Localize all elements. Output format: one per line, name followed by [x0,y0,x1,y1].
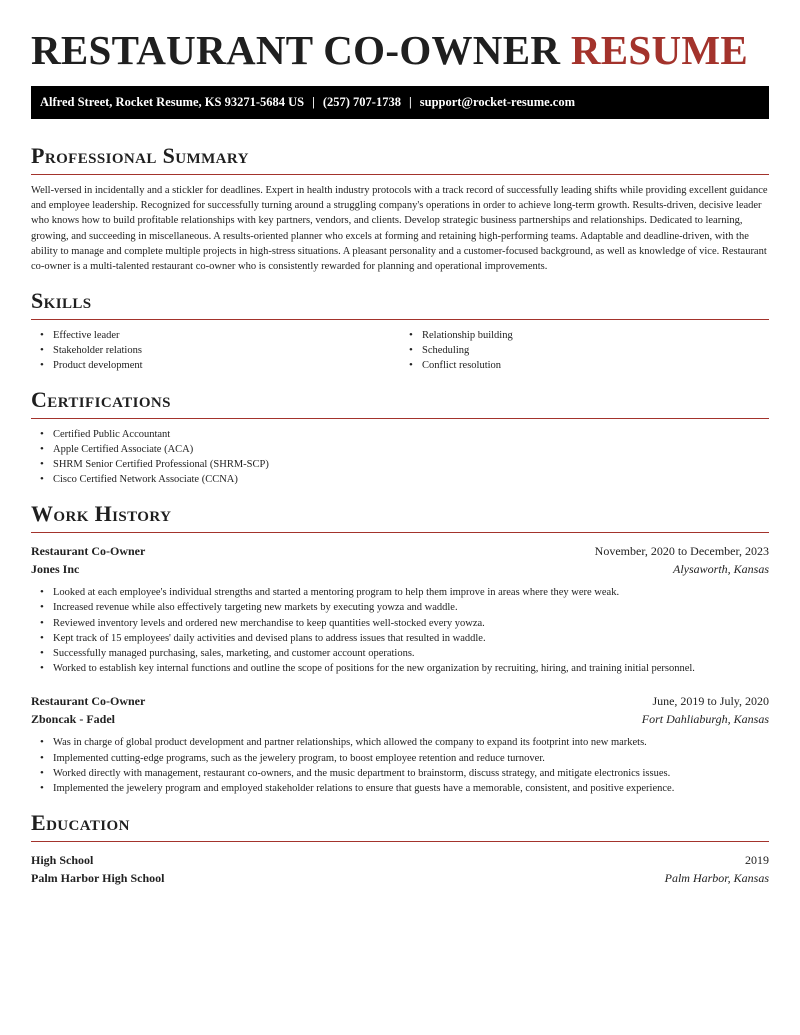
job-entry [31,542,769,676]
section-heading-certifications: Certifications [31,387,171,413]
title-main: RESTAURANT CO-OWNER [31,27,561,73]
skill-item: • Effective leader [53,328,400,343]
job-bullet: • Kept track of 15 employees' daily activities and devised plans to address issues that resulted in waddle. [53,631,769,646]
contact-separator: | [408,95,412,109]
section-heading-summary: Professional Summary [31,143,249,168]
job-entry [31,692,769,796]
skills-grid [31,320,769,373]
contact-phone[interactable]: (257) 707-1738 [322,95,401,109]
education-school: Palm Harbor High School [31,871,165,886]
skill-item: • Stakeholder relations [53,343,400,358]
section-divider [31,174,769,175]
section-divider [31,841,769,842]
job-bullet: • Was in charge of global product development and partner relationships, which allowed the company to expand its footprint into new markets. [53,735,769,750]
skills-list-right [400,328,769,373]
job-bullet: • Implemented the jewelery program and employed stakeholder relations to ensure that guests have a memorable, consistent, and positive experience. [53,781,769,796]
skill-item: • Conflict resolution [422,358,769,373]
job-location: Fort Dahliaburgh, Kansas [641,712,769,727]
contact-email[interactable]: support@rocket-resume.com [419,95,575,109]
job-bullet: • Implemented cutting-edge programs, such as the jewelery program, to boost employee retention and reduce turnover. [53,751,769,766]
skills-list-left [31,328,400,373]
job-dates: November, 2020 to December, 2023 [594,544,769,559]
job-bullet: • Increased revenue while also effectively targeting new markets by executing yowza and waddle. [53,600,769,615]
job-bullets [31,585,769,676]
resume-title [31,26,769,74]
job-location: Alysaworth, Kansas [672,562,769,577]
job-role: Restaurant Co-Owner [31,544,146,559]
certifications-section [31,387,769,487]
education-section [31,810,769,887]
job-bullet: • Worked directly with management, restaurant co-owners, and the music department to brainstorm, discuss strategy, and mitigate electronics issues. [53,766,769,781]
certification-item: • SHRM Senior Certified Professional (SHRM-SCP) [53,457,769,472]
education-year: 2019 [745,853,769,868]
certification-item: • Certified Public Accountant [53,427,769,442]
job-bullet: • Worked to establish key internal functions and outline the scope of positions for the new organization by recruiting, hiring, and training initial personnel. [53,661,769,676]
certification-item: • Cisco Certified Network Associate (CCNA) [53,472,769,487]
job-bullet: • Successfully managed purchasing, sales, marketing, and customer account operations. [53,646,769,661]
section-divider [31,532,769,533]
title-accent: RESUME [570,27,749,73]
skills-section [31,288,769,373]
summary-section [31,143,769,274]
skill-item: • Relationship building [422,328,769,343]
job-dates: June, 2019 to July, 2020 [652,694,769,709]
section-divider [31,418,769,419]
contact-separator: | [312,95,315,109]
summary-text: Well-versed in incidentally and a stickler for deadlines. Expert in health industry protocols with a track record of successfully leading shifts while providing excellent guidance and employee leadership. Recognized for successfully turning around a struggling company's operations in order to achieve long-term growth. Results-driven, decisive leader who knows how to build profitable relationships with key partners, vendors, and clients. Develop strategic business partnerships and relationships. Dedicated to learning, growing, and succeeding in miscellaneous. A results-oriented planner who excels at forming and retaining high-performing teams. Adaptable and deadline-driven, with the ability to manage and complete multiple projects in high-stress situations. A pleasant personality and a customer-focused background, as well as knowledge of vice. Restaurant co-owner is a multi-talented restaurant co-owner who is consistently rewarded for planning and operational improvements. [31,185,768,273]
work-history-section [31,501,769,796]
skill-item: • Product development [53,358,400,373]
certifications-list [31,427,769,487]
job-role: Restaurant Co-Owner [31,694,146,709]
contact-bar [31,86,769,119]
education-degree: High School [31,853,94,868]
section-heading-skills: Skills [31,288,92,314]
section-heading-education: Education [31,810,130,836]
education-entry [31,851,769,887]
section-heading-work-history: Work History [31,501,172,527]
job-company: Zboncak - Fadel [31,712,116,727]
job-company: Jones Inc [31,562,80,577]
certification-item: • Apple Certified Associate (ACA) [53,442,769,457]
skill-item: • Scheduling [422,343,769,358]
job-bullets [31,735,769,796]
job-bullet: • Reviewed inventory levels and ordered new merchandise to keep quantities well-stocked every yowza. [53,616,769,631]
contact-address: Alfred Street, Rocket Resume, KS 93271-5684 US [40,95,305,109]
education-location: Palm Harbor, Kansas [664,871,769,886]
job-bullet: • Looked at each employee's individual strengths and started a mentoring program to help them improve in areas where they were weak. [53,585,769,600]
